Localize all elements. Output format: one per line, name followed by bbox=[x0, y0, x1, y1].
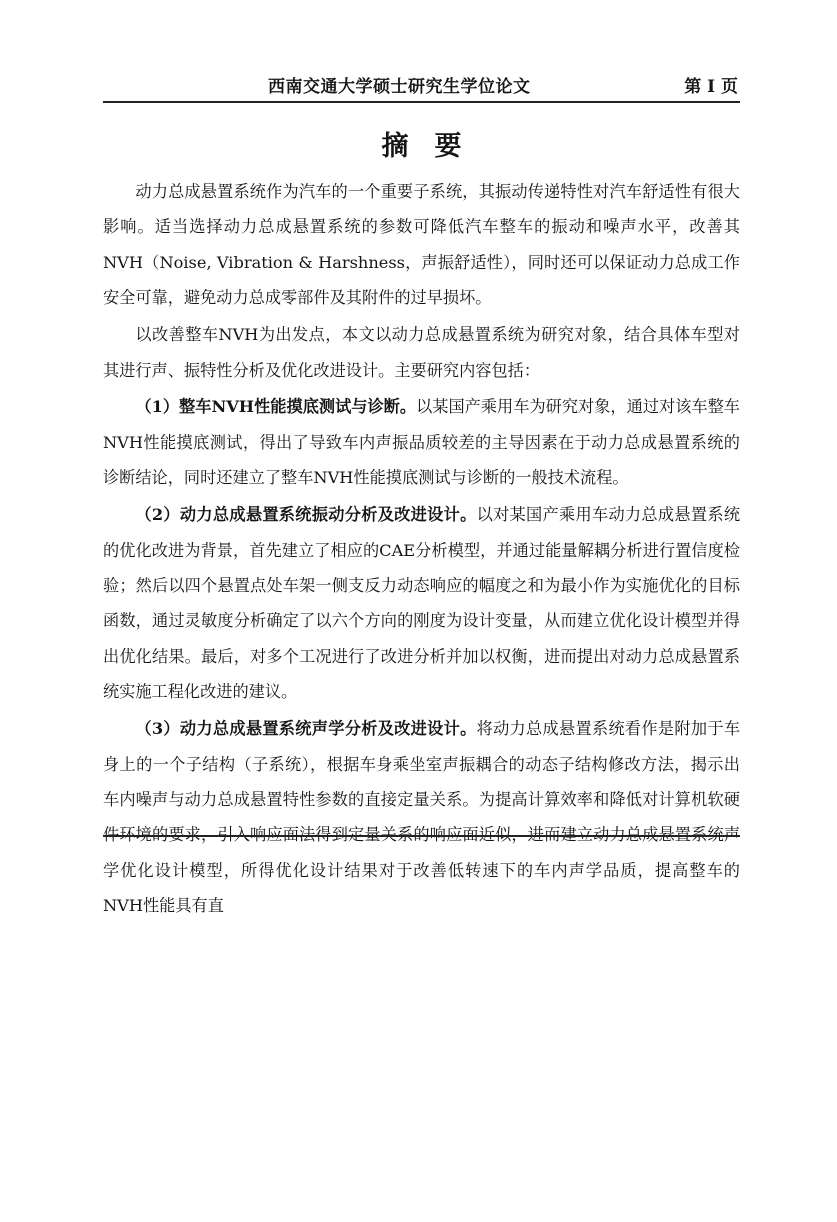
paragraph-4 bbox=[103, 497, 740, 709]
paragraph-1-text: 动力总成悬置系统作为汽车的一个重要子系统，其振动传递特性对汽车舒适性有很大影响。适当选择动力总成悬置系统的参数可降低汽车整车的振动和噪声水平，改善其NVH（Noise, Vibration & Harshness，声振舒适性），同时还可以保证动力总成工作安全可靠，避免动力总成零部件及其附件的过早损坏。 bbox=[103, 182, 740, 308]
paragraph-3-lead: （1）整车NVH性能摸底测试与诊断。 bbox=[135, 397, 417, 417]
paragraph-1 bbox=[103, 174, 740, 316]
header-title: 西南交通大学硕士研究生学位论文 bbox=[268, 77, 531, 97]
paragraph-3 bbox=[103, 389, 740, 495]
paragraph-4-text: 以对某国产乘用车动力总成悬置系统的优化改进为背景，首先建立了相应的CAE分析模型，并通过能量解耦分析进行置信度检验；然后以四个悬置点处车架一侧支反力动态响应的幅度之和为最小作为实施优化的目标函数，通过灵敏度分析确定了以六个方向的刚度为设计变量，从而建立优化设计模型并得出优化结果。最后，对多个工况进行了改进分析并加以权衡，进而提出对动力总成悬置系统实施工程化改进的建议。 bbox=[103, 505, 741, 702]
abstract-body bbox=[103, 174, 740, 924]
paragraph-3-text: 以某国产乘用车为研究对象，通过对该车整车NVH性能摸底测试，得出了导致车内声振品质较差的主导因素在于动力总成悬置系统的诊断结论，同时还建立了整车NVH性能摸底测试与诊断的一般技术流程。 bbox=[103, 397, 740, 488]
page-title: 摘要 bbox=[381, 131, 488, 162]
running-header bbox=[103, 68, 740, 98]
paragraph-5-lead: （3）动力总成悬置系统声学分析及改进设计。 bbox=[135, 719, 477, 739]
paragraph-2 bbox=[103, 317, 740, 388]
paragraph-2-text: 以改善整车NVH为出发点，本文以动力总成悬置系统为研究对象，结合具体车型对其进行声、振特性分析及优化改进设计。主要研究内容包括： bbox=[103, 325, 740, 380]
header-page-number: 第 I 页 bbox=[684, 77, 738, 97]
header-rule bbox=[103, 101, 740, 103]
footer-rule bbox=[103, 835, 740, 837]
paragraph-5 bbox=[103, 711, 740, 923]
paragraph-5-text: 将动力总成悬置系统看作是附加于车身上的一个子结构（子系统），根据车身乘坐室声振耦合的动态子结构修改方法，揭示出车内噪声与动力总成悬置特性参数的直接定量关系。为提高计算效率和降低对计算机软硬件环境的要求，引入响应面法得到定量关系的响应面近似，进而建立动力总成悬置系统声学优化设计模型，所得优化设计结果对于改善低转速下的车内声学品质，提高整车的NVH性能具有直 bbox=[103, 719, 741, 916]
paragraph-4-lead: （2）动力总成悬置系统振动分析及改进设计。 bbox=[135, 505, 477, 525]
